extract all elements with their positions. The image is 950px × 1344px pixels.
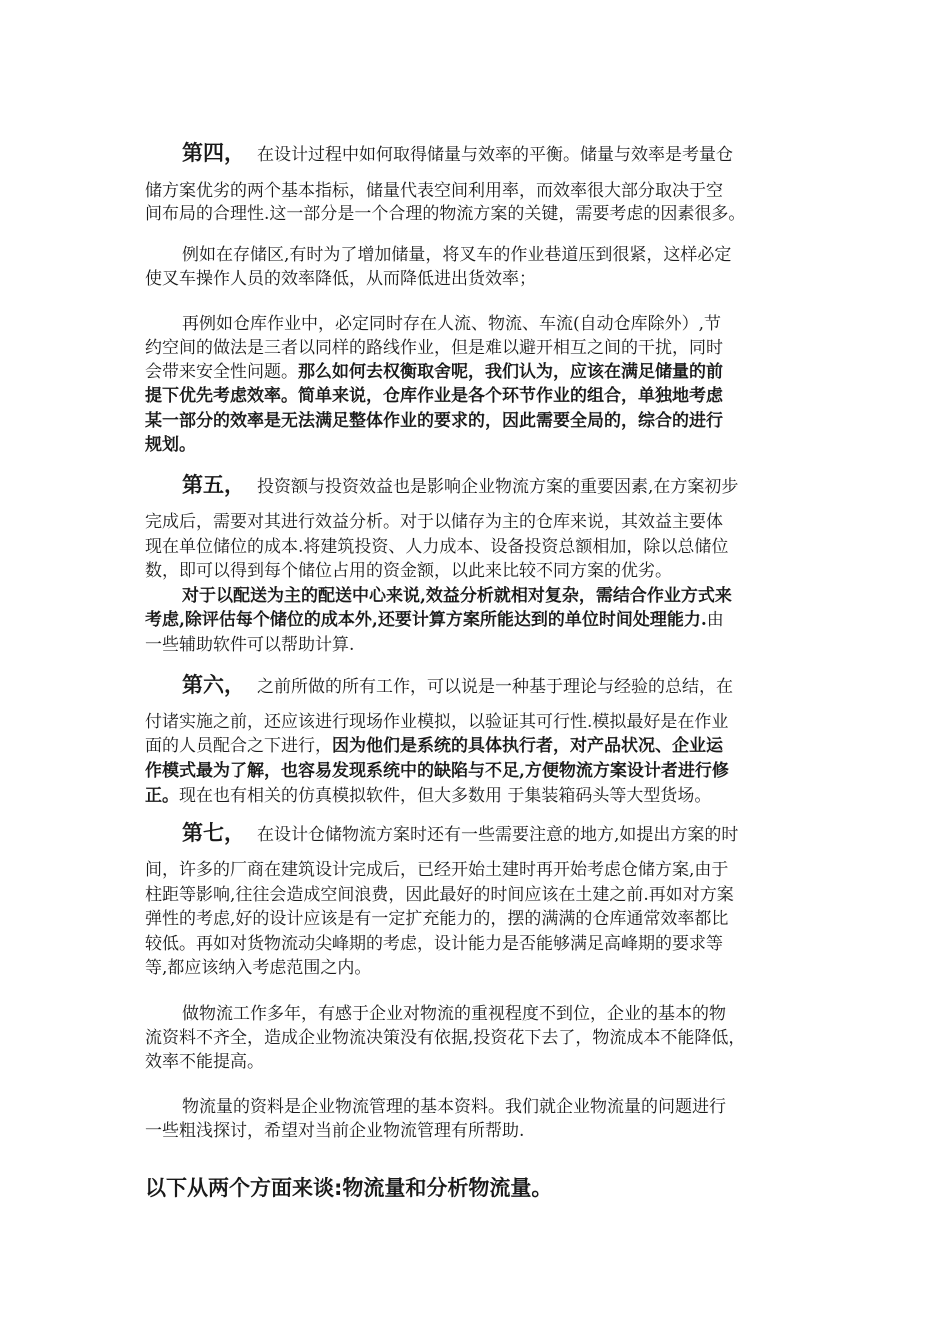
section-label-5: 第五， xyxy=(182,472,245,497)
paragraph-5-line-1 xyxy=(182,474,738,498)
paragraph-9-line-1: 物流量的资料是企业物流管理的基本资料。我们就企业物流量的问题进行 xyxy=(182,1097,726,1117)
paragraph-5-text-tail: 由 xyxy=(706,610,724,630)
paragraph-6-line-4: 作模式最为了解，也容易发现系统中的缺陷与不足,方便物流方案设计者进行修 xyxy=(145,761,729,781)
paragraph-4-line-2: 储方案优劣的两个基本指标，储量代表空间利用率，而效率很大部分取决于空 xyxy=(145,181,723,201)
paragraph-6-line-5 xyxy=(145,785,711,807)
paragraph-6-line-2: 付诸实施之前，还应该进行现场作业模拟，以验证其可行性.模拟最好是在作业 xyxy=(145,712,729,732)
paragraph-6-text-3: 现在也有相关的仿真模拟软件，但大多数用 于集装箱码头等大型货场。 xyxy=(179,786,712,806)
section-label-4: 第四， xyxy=(182,140,245,165)
paragraph-4b-text: 会带来安全性问题。 xyxy=(145,362,298,382)
paragraph-4a-line-2: 使叉车操作人员的效率降低，从而降低进出货效率； xyxy=(145,269,536,289)
paragraph-4-line-3: 间布局的合理性.这一部分是一个合理的物流方案的关键，需要考虑的因素很多。 xyxy=(145,204,746,224)
paragraph-4b-line-6: 规划。 xyxy=(145,435,196,455)
paragraph-5-text: 投资额与投资效益也是影响企业物流方案的重要因素,在方案初步 xyxy=(257,477,739,497)
paragraph-4b-line-5: 某一部分的效率是无法满足整体作业的要求的，因此需要全局的，综合的进行 xyxy=(145,411,723,431)
paragraph-4b-line-1: 再例如仓库作业中，必定同时存在人流、物流、车流(自动仓库除外）,节 xyxy=(182,314,722,334)
paragraph-6-line-1 xyxy=(182,674,733,698)
paragraph-7-line-5: 较低。再如对货物流动尖峰期的考虑，设计能力是否能够满足高峰期的要求等 xyxy=(145,934,723,954)
section-label-7: 第七， xyxy=(182,820,245,845)
paragraph-7-line-4: 弹性的考虑,好的设计应该是有一定扩充能力的，摆的满满的仓库通常效率都比 xyxy=(145,909,729,929)
paragraph-9-line-2: 一些粗浅探讨，希望对当前企业物流管理有所帮助. xyxy=(145,1121,525,1141)
paragraph-4b-bold: 那么如何去权衡取舍呢，我们认为，应该在满足储量的前 xyxy=(298,362,723,382)
paragraph-7-line-6: 等,都应该纳入考虑范围之内。 xyxy=(145,958,372,978)
paragraph-7-line-1 xyxy=(182,822,738,846)
paragraph-4b-line-2: 约空间的做法是三者以同样的路线作业，但是难以避开相互之间的干扰，同时 xyxy=(145,338,723,358)
paragraph-5-line-5: 对于以配送为主的配送中心来说,效益分析就相对复杂，需结合作业方式来 xyxy=(182,586,732,606)
paragraph-8-line-3: 效率不能提高。 xyxy=(145,1052,264,1072)
paragraph-4b-line-4: 提下优先考虑效率。简单来说，仓库作业是各个环节作业的组合，单独地考虑 xyxy=(145,386,723,406)
paragraph-5-line-7: 一些辅助软件可以帮助计算. xyxy=(145,635,355,655)
paragraph-6-bold-2: 正。 xyxy=(145,786,179,806)
section-label-6: 第六， xyxy=(182,672,245,697)
paragraph-6-bold: 因为他们是系统的具体执行者，对产品状况、企业运 xyxy=(332,736,723,756)
paragraph-5-line-4: 数，即可以得到每个储位占用的资金额，以此来比较不同方案的优劣。 xyxy=(145,561,672,581)
paragraph-5-bold: 考虑,除评估每个储位的成本外,还要计算方案所能达到的单位时间处理能力. xyxy=(145,610,707,630)
paragraph-4-text: 在设计过程中如何取得储量与效率的平衡。储量与效率是考量仓 xyxy=(257,145,733,165)
paragraph-7-line-2: 间，许多的厂商在建筑设计完成后，已经开始土建时再开始考虑仓储方案,由于 xyxy=(145,860,729,880)
paragraph-6-text-2: 面的人员配合之下进行， xyxy=(145,736,332,756)
paragraph-5-line-2: 完成后，需要对其进行效益分析。对于以储存为主的仓库来说，其效益主要体 xyxy=(145,512,723,532)
paragraph-4-line-1 xyxy=(182,142,733,166)
paragraph-6-text: 之前所做的所有工作，可以说是一种基于理论与经验的总结，在 xyxy=(257,677,733,697)
paragraph-5-line-3: 现在单位储位的成本.将建筑投资、人力成本、设备投资总额相加，除以总储位 xyxy=(145,537,729,557)
paragraph-4b-line-3 xyxy=(145,361,723,383)
paragraph-6-line-3 xyxy=(145,735,723,757)
paragraph-7-line-3: 柱距等影响,往往会造成空间浪费，因此最好的时间应该在土建之前.再如对方案 xyxy=(145,885,734,905)
paragraph-8-line-1: 做物流工作多年，有感于企业对物流的重视程度不到位，企业的基本的物 xyxy=(182,1004,726,1024)
section-heading: 以下从两个方面来谈:物流量和分析物流量。 xyxy=(145,1176,553,1200)
paragraph-4a-line-1: 例如在存储区,有时为了增加储量，将叉车的作业巷道压到很紧，这样必定 xyxy=(182,245,732,265)
paragraph-5-line-6 xyxy=(145,609,724,631)
paragraph-7-text: 在设计仓储物流方案时还有一些需要注意的地方,如提出方案的时 xyxy=(257,825,739,845)
paragraph-8-line-2: 流资料不齐全，造成企业物流决策没有依据,投资花下去了，物流成本不能降低， xyxy=(145,1028,746,1048)
